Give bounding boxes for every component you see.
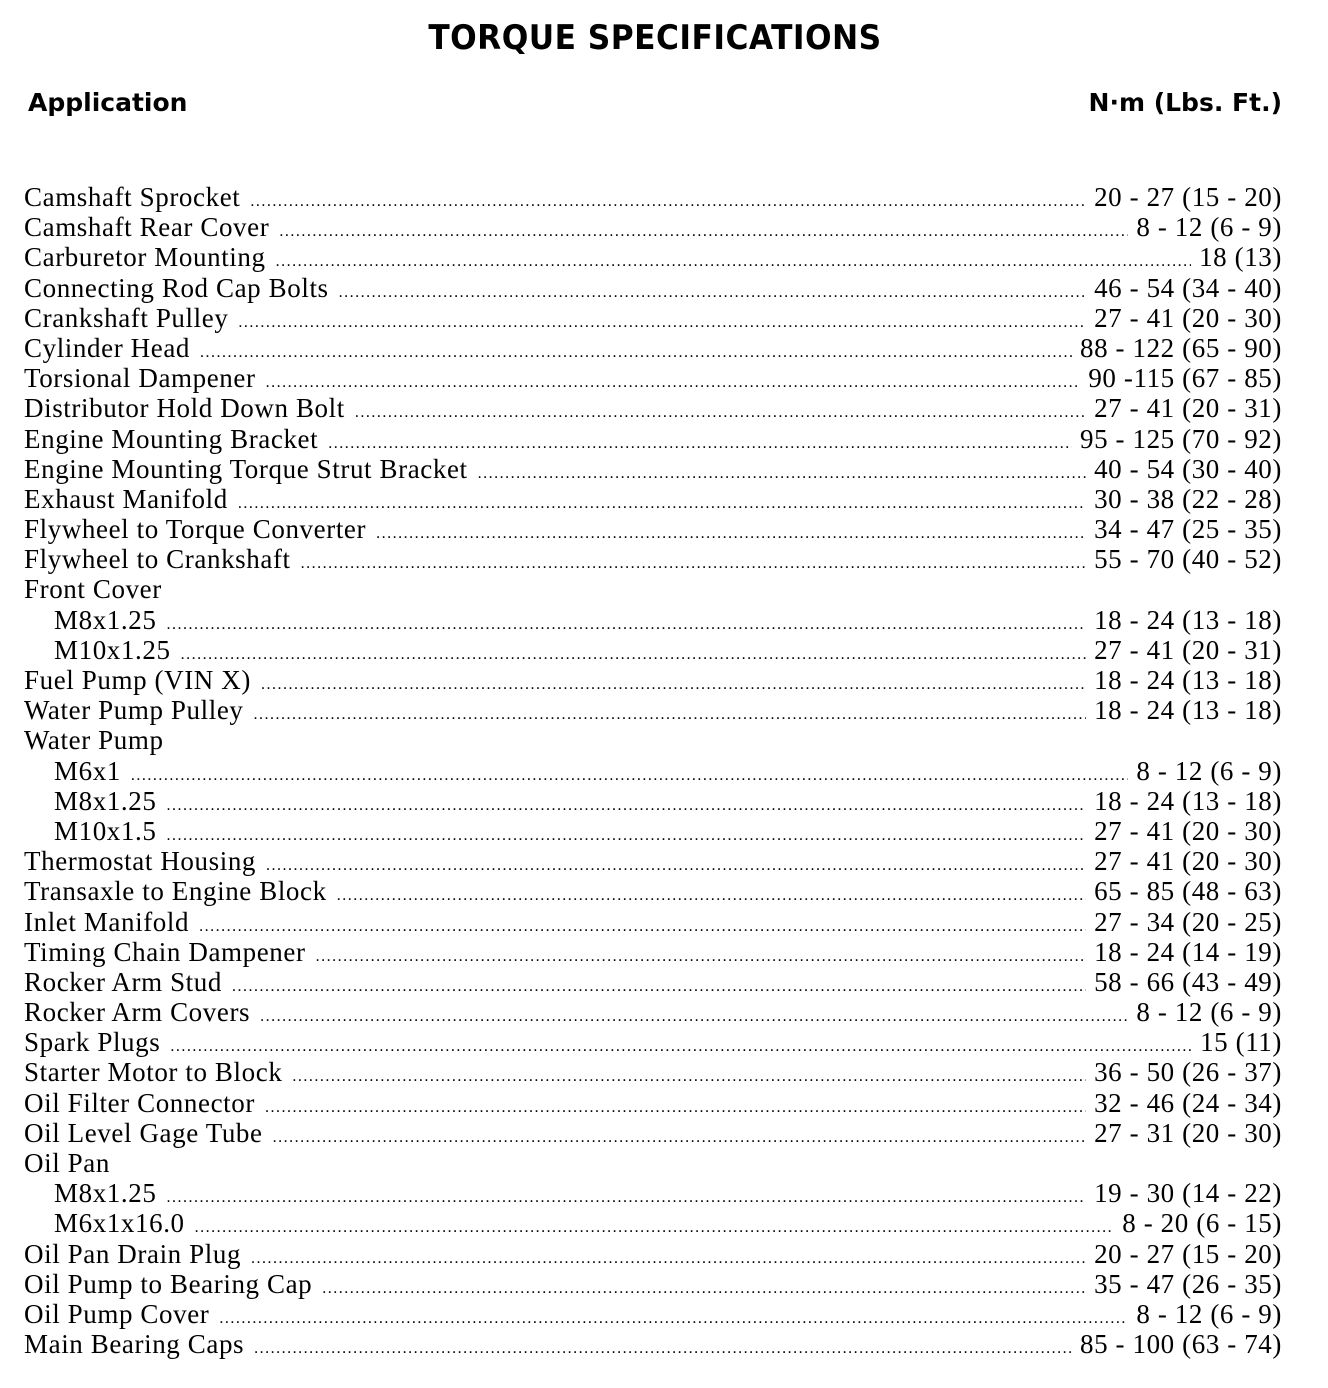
spec-label: Fuel Pump (VIN X) <box>24 665 251 695</box>
dot-leader <box>232 972 1086 1002</box>
spec-value: 34 - 47 (25 - 35) <box>1094 514 1282 545</box>
dot-leader <box>166 610 1086 640</box>
spec-row <box>24 273 1282 303</box>
spec-row <box>24 393 1282 423</box>
dot-leader <box>166 821 1086 851</box>
dot-leader <box>339 278 1086 308</box>
spec-value: 27 - 41 (20 - 30) <box>1094 846 1282 877</box>
spec-value: 8 - 12 (6 - 9) <box>1136 1298 1282 1329</box>
spec-value: 32 - 46 (24 - 34) <box>1094 1087 1282 1118</box>
spec-label: M8x1.25 <box>54 1178 157 1209</box>
spec-label: Exhaust Manifold <box>24 483 228 514</box>
spec-row <box>24 1269 1282 1299</box>
spec-value: 8 - 12 (6 - 9) <box>1136 755 1282 786</box>
dot-leader <box>170 1032 1192 1062</box>
spec-label: Oil Pan Drain Plug <box>24 1238 242 1269</box>
dot-leader <box>199 912 1086 942</box>
spec-label: Engine Mounting Torque Strut Bracket <box>24 453 468 484</box>
spec-label: Camshaft Sprocket <box>24 182 241 212</box>
spec-label: Rocker Arm Stud <box>24 966 222 997</box>
spec-value: 20 - 27 (15 - 20) <box>1094 1238 1282 1269</box>
spec-label: M6x1 <box>54 755 121 786</box>
spec-value: 85 - 100 (63 - 74) <box>1079 1329 1282 1360</box>
spec-label: Front Cover <box>24 574 162 605</box>
dot-leader <box>265 1093 1086 1123</box>
spec-row <box>24 1088 1282 1118</box>
spec-value: 8 - 12 (6 - 9) <box>1136 212 1282 243</box>
spec-label: Water Pump Pulley <box>24 695 244 726</box>
spec-value: 35 - 47 (26 - 35) <box>1094 1268 1282 1299</box>
dot-leader <box>166 791 1086 821</box>
dot-leader <box>261 670 1086 700</box>
spec-label: Rocker Arm Covers <box>24 997 251 1028</box>
spec-value: 88 - 122 (65 - 90) <box>1079 332 1282 363</box>
spec-row <box>24 514 1282 544</box>
spec-label: Cylinder Head <box>24 332 191 363</box>
spec-label: Camshaft Rear Cover <box>24 212 270 243</box>
spec-label: Crankshaft Pulley <box>24 302 229 333</box>
spec-label: Spark Plugs <box>24 1027 161 1058</box>
spec-row <box>24 303 1282 333</box>
spec-value: 20 - 27 (15 - 20) <box>1094 182 1282 212</box>
spec-value: 36 - 50 (26 - 37) <box>1094 1057 1282 1088</box>
spec-label: M6x1x16.0 <box>54 1208 185 1239</box>
dot-leader <box>273 1123 1086 1153</box>
spec-row <box>24 907 1282 937</box>
dot-leader <box>292 1062 1086 1092</box>
spec-value: 27 - 41 (20 - 30) <box>1094 815 1282 846</box>
spec-value: 18 - 24 (13 - 18) <box>1094 604 1282 635</box>
dot-leader <box>260 1002 1128 1032</box>
dot-leader <box>276 247 1191 277</box>
spec-row <box>24 967 1282 997</box>
spec-value: 18 (13) <box>1199 242 1282 273</box>
spec-label: Transaxle to Engine Block <box>24 876 327 907</box>
spec-label: M10x1.25 <box>54 634 171 665</box>
spec-label: Inlet Manifold <box>24 906 190 937</box>
spec-label: Oil Level Gage Tube <box>24 1117 263 1148</box>
spec-label: Timing Chain Dampener <box>24 936 306 967</box>
spec-row <box>24 665 1282 695</box>
spec-label: Starter Motor to Block <box>24 1057 283 1088</box>
spec-row <box>24 1239 1282 1269</box>
dot-leader <box>254 1334 1072 1364</box>
spec-label: Flywheel to Crankshaft <box>24 544 291 575</box>
spec-subrow <box>24 1178 1282 1208</box>
torque-spec-list <box>24 182 1282 1359</box>
dot-leader <box>238 308 1086 338</box>
spec-value: 27 - 41 (20 - 31) <box>1094 634 1282 665</box>
dot-leader <box>254 700 1087 730</box>
spec-label: Distributor Hold Down Bolt <box>24 393 345 424</box>
spec-label: Torsional Dampener <box>24 363 256 394</box>
spec-value: 8 - 20 (6 - 15) <box>1122 1208 1282 1239</box>
spec-subrow <box>24 756 1282 786</box>
dot-leader <box>376 519 1086 549</box>
spec-row <box>24 1118 1282 1148</box>
dot-leader <box>181 640 1087 670</box>
spec-row <box>24 333 1282 363</box>
column-header-application: Application <box>28 88 188 117</box>
spec-subrow <box>24 635 1282 665</box>
spec-row <box>24 424 1282 454</box>
spec-row <box>24 242 1282 272</box>
spec-value: 18 - 24 (13 - 18) <box>1094 695 1282 726</box>
spec-value: 19 - 30 (14 - 22) <box>1094 1178 1282 1209</box>
spec-subrow <box>24 786 1282 816</box>
spec-row <box>24 544 1282 574</box>
spec-label: Oil Filter Connector <box>24 1087 255 1118</box>
spec-row <box>24 846 1282 876</box>
spec-row <box>24 454 1282 484</box>
spec-label: Carburetor Mounting <box>24 242 266 273</box>
spec-label: M10x1.5 <box>54 815 157 846</box>
spec-label: Flywheel to Torque Converter <box>24 514 367 545</box>
dot-leader <box>279 217 1128 247</box>
spec-value: 27 - 31 (20 - 30) <box>1094 1117 1282 1148</box>
dot-leader <box>266 368 1081 398</box>
spec-row <box>24 937 1282 967</box>
spec-value: 46 - 54 (34 - 40) <box>1094 272 1282 303</box>
spec-row <box>24 1057 1282 1087</box>
spec-value: 18 - 24 (13 - 18) <box>1094 785 1282 816</box>
spec-label: Water Pump <box>24 725 164 756</box>
spec-value: 95 - 125 (70 - 92) <box>1079 423 1282 454</box>
spec-row <box>24 876 1282 906</box>
spec-label: Connecting Rod Cap Bolts <box>24 272 329 303</box>
spec-value: 18 - 24 (13 - 18) <box>1094 665 1282 695</box>
spec-label: Engine Mounting Bracket <box>24 423 319 454</box>
spec-row <box>24 484 1282 514</box>
spec-value: 58 - 66 (43 - 49) <box>1094 966 1282 997</box>
spec-row <box>24 212 1282 242</box>
column-header-units: N·m (Lbs. Ft.) <box>1088 88 1282 117</box>
spec-row <box>24 997 1282 1027</box>
dot-leader <box>322 1274 1086 1304</box>
spec-value: 18 - 24 (14 - 19) <box>1094 936 1282 967</box>
spec-row <box>24 695 1282 725</box>
spec-label: Thermostat Housing <box>24 846 257 877</box>
dot-leader <box>316 942 1086 972</box>
spec-value: 30 - 38 (22 - 28) <box>1094 483 1282 514</box>
spec-value: 55 - 70 (40 - 52) <box>1094 544 1282 575</box>
spec-label: M8x1.25 <box>54 785 157 816</box>
spec-label: Oil Pan <box>24 1148 110 1178</box>
spec-row <box>24 182 1282 212</box>
spec-value: 8 - 12 (6 - 9) <box>1136 997 1282 1028</box>
spec-label: M8x1.25 <box>54 604 157 635</box>
spec-value: 27 - 34 (20 - 25) <box>1094 906 1282 937</box>
spec-row <box>24 1329 1282 1359</box>
spec-label: Oil Pump to Bearing Cap <box>24 1268 313 1299</box>
dot-leader <box>266 851 1086 881</box>
dot-leader <box>337 881 1086 911</box>
spec-value: 27 - 41 (20 - 31) <box>1094 393 1282 424</box>
spec-value: 65 - 85 (48 - 63) <box>1094 876 1282 907</box>
dot-leader <box>131 761 1128 791</box>
spec-row <box>24 1299 1282 1329</box>
dot-leader <box>301 549 1086 579</box>
dot-leader <box>251 1244 1086 1274</box>
spec-row <box>24 363 1282 393</box>
spec-subrow <box>24 605 1282 635</box>
page-title: TORQUE SPECIFICATIONS <box>428 18 882 58</box>
spec-value: 15 (11) <box>1200 1027 1282 1058</box>
spec-subrow <box>24 1208 1282 1238</box>
spec-label: Main Bearing Caps <box>24 1329 245 1360</box>
spec-value: 40 - 54 (30 - 40) <box>1094 453 1282 484</box>
spec-label: Oil Pump Cover <box>24 1298 210 1329</box>
dot-leader <box>250 187 1086 217</box>
spec-value: 27 - 41 (20 - 30) <box>1094 302 1282 333</box>
spec-value: 90 -115 (67 - 85) <box>1088 363 1282 394</box>
dot-leader <box>195 1213 1115 1243</box>
spec-subrow <box>24 816 1282 846</box>
dot-leader <box>166 1183 1086 1213</box>
dot-leader <box>219 1304 1128 1334</box>
spec-row <box>24 1027 1282 1057</box>
dot-leader <box>478 459 1086 489</box>
dot-leader <box>355 398 1086 428</box>
dot-leader <box>200 338 1072 368</box>
